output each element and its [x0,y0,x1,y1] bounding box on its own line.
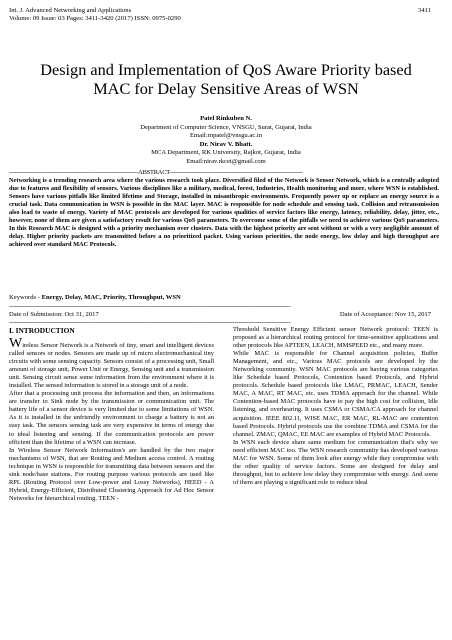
author-affiliation: Department of Computer Science, VNSGU, Surat, Gujarat, India [140,123,312,131]
page-number: 3411 [418,7,431,14]
right-column [233,326,438,487]
paragraph: In WSN each device share same medium for communication that's why we need efficient MAC too. The WSN research community has developed various MAC for WSN. Some of them look after energy while they compromise with the other quality of service factors. Some are designed for delay and throughput, but to achieve low delay they compromise with energy. And some of them are playing a significant role to reduce ideal [233,438,438,486]
author-block [20,115,432,167]
keywords-value: Energy, Delay, MAC, Priority, Throughput, WSN [41,294,181,301]
author-name: Patel Rinkuben N. [200,115,252,122]
separator-line: -------------------------------------------------------------------------------------------------------------------------------------------------- [9,319,291,326]
acceptance-date: Date of Acceptance: Nov 15, 2017 [339,311,431,318]
abstract-text: Networking is a trending research area where the various research took place. Diversified filed of the Network is Sensor Network, which is a centrally adopted due to features and flexibility of sensors. Various disciplines like a military, medical, forest, Industries, Health monitoring and more, where WSN is established. Sensors have various pitfalls like limited lifetime and Storage, installed in misanthropic environments. Frequently power up or replace an energy source is a crucial task. Data communication in WSN is possible in the MAC layer. MAC is responsible for node schedule and sensing task. Collision and retransmission also lead to waste of energy. Variety of MAC protocols are developed for various qualities of service factors like energy, latency, reliability, delay, jitter, etc., however, none of them are given a satisfactory result for various QoS parameters. To overcome some of the pitfalls we need to achieve various QoS parameters. In this Research MAC is designed with a priority mechanism over clusters. Data with the highest priority are sent without or with a very negligible amount of delay. Higher priority packets are transmitted before a no prioritized packet. Using various priorities, the node energy, low delay and high throughput are achieved over standard MAC Protocols. [9,177,439,249]
paragraph: After that a processing unit process the information and then, an informations are transfer to Sink node by the transmission or communication unit. The battery life of a sensor device is very limited due to some limitations of WSN. As it is installed in the unfriendly environment to charge a battery is not an easy task. The sensors sensing task are very expensive in terms of energy due to ideal listening and sensing. If the communication protocols are power efficient than the lifetime of a WSN can increase. [9,390,214,446]
paper-title: Design and Implementation of QoS Aware Priority based MAC for Delay Sensitive Areas of WSN [40,60,412,98]
author-affiliation: MCA Department, RK University, Rajkot, Gujarat, India [151,149,301,157]
drop-cap: W [9,336,23,351]
author-name: Dr. Nirav V. Bhatt. [199,140,253,148]
journal-volume: Volume: 09 Issue: 03 Pages: 3411-3420 (2017) ISSN: 0975-0290 [9,15,181,22]
separator-line: -------------------------------------------------------------------------------------------------------------------------------------------------- [9,303,291,310]
dates-row [9,311,431,319]
running-header [9,7,431,23]
journal-name: Int. J. Advanced Networking and Applications [9,7,132,14]
paragraph: In Wireless Sensor Network Information's are handled by the two major mechanisms of WSN, that are Routing and Medium access control. A routing technique in WSN is responsible for transmitting data between sensors and the sink node/base stations. For routing purpose various protocols are used like RPL (Routing Protocol over Low-power and Lossy Networks), HEED - A Hybrid, Energy-Efficient, Distributed Clustering Approach for Ad Hoc Sensor Networks for hierarchical routing. TEEN - [9,446,214,502]
paragraph: While MAC is responsible for Channel acquisition policies, Buffer Management, and etc., Various MAC protocols are developed by the Networking community. WSN MAC protocols are having various categories like Schedule based Protocols, Contention based Protocols, and Hybrid protocols. Schedule based protocols like LMAC, PRMAC, LEACH, Sender MAC, A MAC, RT MAC, etc. uses TDMA approach for the channel. While Contention-based MAC protocols have to pay the high cost for collision, Idle listening, and overhearing. It uses CSMA or CSMA/CA approach for channel acquisition. IEEE 802.11, WISE MAC, ER MAC, RL-MAC are contention based Protocols. Hybrid protocols use the combine TDMA and CSMA for the channel. ZMAC, QMAC, EE MAC are examples of Hybrid MAC Protocols. [233,350,438,438]
paragraph-text: ireless Sensor Network is a Network of tiny, smart and intelligent devices called sensors or nodes. Sensors are made up of micro electromechanical tiny circuits with some sensing capacity. Sensors consist of a processing unit, Small amount of storage unit, Power Unit or Energy, Sensing unit and a transmission unit. Sensing circuit sense some information from the environment where it is installed. The sensed information is stored in a storage unit of a node. [9,342,214,390]
abstract-heading: -------------------------------------------------------------------ABSTRACT--------------------------------------------------------------------- [9,169,303,176]
keywords-label: Keywords - [9,294,40,301]
author-email: Email:nirav.rkcet@gmail.com [186,157,266,165]
section-heading: I. INTRODUCTION [9,326,75,335]
paragraph [9,336,214,390]
author-email: Email:rnpatel@vnsgu.ac.in [190,132,262,140]
left-column [9,326,214,503]
paragraph: Threshold Sensitive Energy Efficient sensor Network protocol: TEEN is proposed as a hierarchical routing protocol for time-sensitive applications and other protocols like APTEEN, LEACH, MMSPEED etc., and many more. [233,326,438,350]
keywords [9,294,439,302]
submission-date: Date of Submission: Oct 31, 2017 [9,311,99,318]
